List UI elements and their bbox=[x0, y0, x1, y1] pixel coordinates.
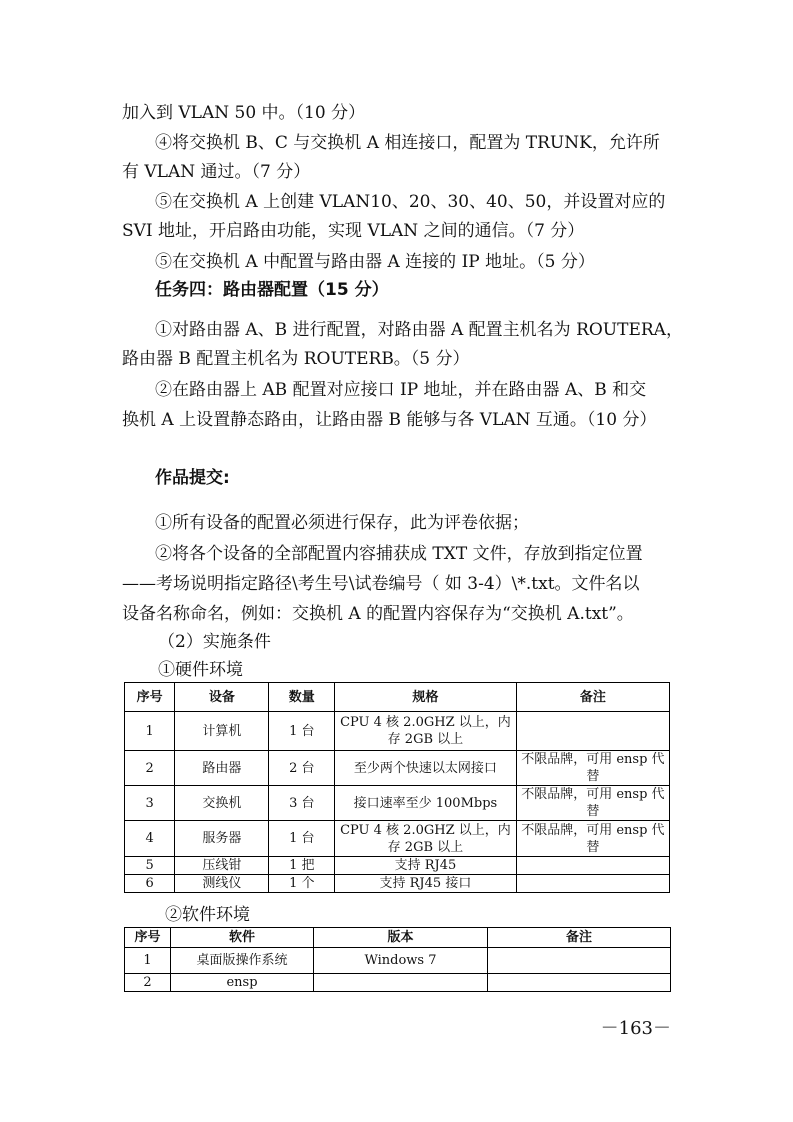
header-note: 备注 bbox=[516, 683, 669, 712]
cell-note: 不限品牌，可用 ensp 代替 bbox=[516, 786, 669, 821]
cell-index: 3 bbox=[125, 786, 175, 821]
table-row bbox=[125, 857, 670, 875]
header-version: 版本 bbox=[314, 928, 488, 948]
header-spec: 规格 bbox=[335, 683, 517, 712]
paragraph-line: 换机 A 上设置静态路由，让路由器 B 能够与各 VLAN 互通。（10 分） bbox=[122, 410, 657, 430]
header-note: 备注 bbox=[488, 928, 671, 948]
paragraph-line: ⑤在交换机 A 中配置与路由器 A 连接的 IP 地址。（5 分） bbox=[155, 252, 595, 272]
table-row bbox=[125, 751, 670, 786]
cell-spec: 至少两个快速以太网接口 bbox=[335, 751, 517, 786]
cell-index: 6 bbox=[125, 875, 175, 893]
cell-software: ensp bbox=[171, 974, 314, 992]
paragraph-line: ④将交换机 B、C 与交换机 A 相连接口，配置为 TRUNK，允许所 bbox=[155, 133, 660, 153]
cell-spec: CPU 4 核 2.0GHZ 以上，内存 2GB 以上 bbox=[335, 712, 517, 751]
paragraph-line: 路由器 B 配置主机名为 ROUTERB。（5 分） bbox=[122, 349, 470, 369]
cell-note bbox=[488, 948, 671, 974]
cell-index: 5 bbox=[125, 857, 175, 875]
cell-spec: 接口速率至少 100Mbps bbox=[335, 786, 517, 821]
table-row bbox=[125, 786, 670, 821]
cell-quantity: 3 台 bbox=[269, 786, 335, 821]
section-heading-task4: 任务四：路由器配置（15 分） bbox=[155, 280, 389, 300]
table-header-row bbox=[125, 928, 671, 948]
cell-version bbox=[314, 974, 488, 992]
cell-note: 不限品牌，可用 ensp 代替 bbox=[516, 821, 669, 857]
software-heading: ②软件环境 bbox=[165, 905, 250, 925]
cell-note bbox=[488, 974, 671, 992]
cell-device: 服务器 bbox=[175, 821, 269, 857]
cell-device: 路由器 bbox=[175, 751, 269, 786]
table-row bbox=[125, 875, 670, 893]
header-device: 设备 bbox=[175, 683, 269, 712]
cell-device: 计算机 bbox=[175, 712, 269, 751]
cell-spec: CPU 4 核 2.0GHZ 以上，内存 2GB 以上 bbox=[335, 821, 517, 857]
cell-quantity: 1 把 bbox=[269, 857, 335, 875]
paragraph-line: ①对路由器 A、B 进行配置，对路由器 A 配置主机名为 ROUTERA， bbox=[155, 320, 683, 340]
cell-index: 4 bbox=[125, 821, 175, 857]
header-software: 软件 bbox=[171, 928, 314, 948]
paragraph-line: SVI 地址，开启路由功能，实现 VLAN 之间的通信。（7 分） bbox=[122, 221, 585, 241]
cell-quantity: 1 台 bbox=[269, 821, 335, 857]
paragraph-line: 设备名称命名，例如：交换机 A 的配置内容保存为“交换机 A.txt”。 bbox=[122, 604, 634, 624]
section-heading-submission: 作品提交: bbox=[155, 468, 230, 488]
paragraph-line: ——考场说明指定路径\考生号\试卷编号（ 如 3-4）\*.txt。文件名以 bbox=[122, 574, 640, 594]
cell-index: 1 bbox=[125, 948, 171, 974]
paragraph-line: 加入到 VLAN 50 中。（10 分） bbox=[122, 103, 366, 123]
table-row bbox=[125, 712, 670, 751]
cell-note bbox=[516, 712, 669, 751]
cell-index: 2 bbox=[125, 751, 175, 786]
cell-quantity: 2 台 bbox=[269, 751, 335, 786]
software-table bbox=[124, 927, 671, 992]
cell-device: 交换机 bbox=[175, 786, 269, 821]
header-quantity: 数量 bbox=[269, 683, 335, 712]
paragraph-line: ⑤在交换机 A 上创建 VLAN10、20、30、40、50，并设置对应的 bbox=[155, 192, 666, 212]
cell-software: 桌面版操作系统 bbox=[171, 948, 314, 974]
paragraph-line: ②在路由器上 AB 配置对应接口 IP 地址，并在路由器 A、B 和交 bbox=[155, 380, 647, 400]
table-row bbox=[125, 974, 671, 992]
subsection-heading: （2）实施条件 bbox=[158, 632, 271, 652]
table-row bbox=[125, 821, 670, 857]
hardware-heading: ①硬件环境 bbox=[158, 660, 243, 680]
table-row bbox=[125, 948, 671, 974]
header-index: 序号 bbox=[125, 928, 171, 948]
cell-quantity: 1 个 bbox=[269, 875, 335, 893]
hardware-table bbox=[124, 682, 670, 893]
header-index: 序号 bbox=[125, 683, 175, 712]
paragraph-line: 有 VLAN 通过。（7 分） bbox=[122, 162, 311, 182]
cell-note: 不限品牌，可用 ensp 代替 bbox=[516, 751, 669, 786]
cell-version: Windows 7 bbox=[314, 948, 488, 974]
table-header-row bbox=[125, 683, 670, 712]
cell-quantity: 1 台 bbox=[269, 712, 335, 751]
cell-index: 2 bbox=[125, 974, 171, 992]
cell-note bbox=[516, 875, 669, 893]
cell-spec: 支持 RJ45 接口 bbox=[335, 875, 517, 893]
cell-index: 1 bbox=[125, 712, 175, 751]
page-number: －163－ bbox=[600, 1018, 671, 1039]
cell-note bbox=[516, 857, 669, 875]
paragraph-line: ②将各个设备的全部配置内容捕获成 TXT 文件，存放到指定位置 bbox=[155, 544, 643, 564]
paragraph-line: ①所有设备的配置必须进行保存，此为评卷依据； bbox=[155, 513, 529, 533]
cell-device: 测线仪 bbox=[175, 875, 269, 893]
cell-device: 压线钳 bbox=[175, 857, 269, 875]
cell-spec: 支持 RJ45 bbox=[335, 857, 517, 875]
